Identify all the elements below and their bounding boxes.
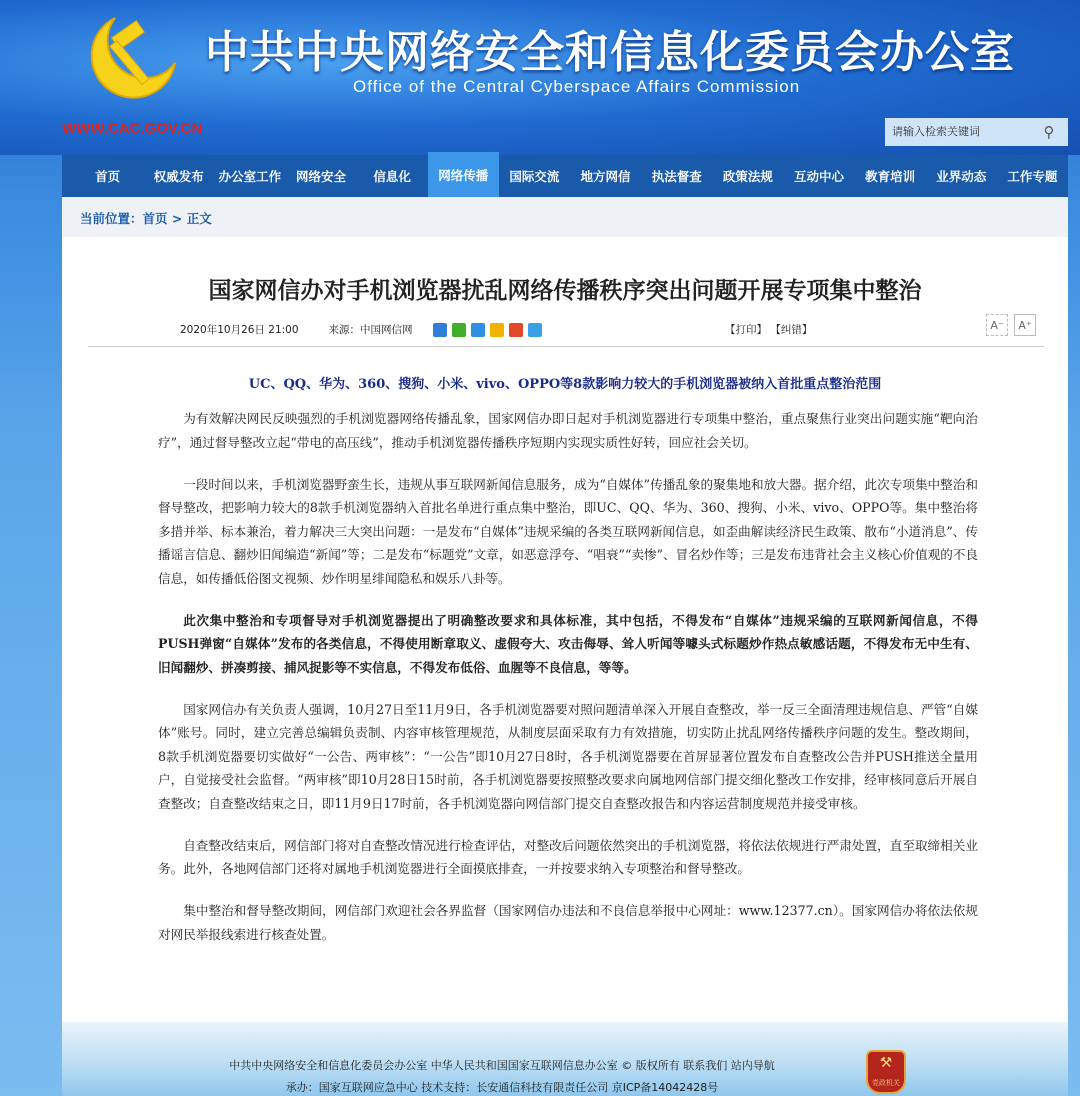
paragraph: 为有效解决网民反映强烈的手机浏览器网络传播乱象，国家网信办即日起对手机浏览器进行专项集中整治，重点聚焦行业突出问题实施“靶向治疗”，通过督导整改立起“带电的高压线”，推动手机浏览器传播秩序短期内实现实质性好转，回应社会关切。 bbox=[158, 411, 978, 450]
share-more-icon[interactable] bbox=[433, 323, 447, 337]
nav-item-communication[interactable]: 网络传播 bbox=[428, 152, 499, 197]
party-gov-badge-icon: ⚒ bbox=[879, 1055, 893, 1071]
source-label: 来源： bbox=[328, 324, 361, 336]
article-body bbox=[158, 407, 978, 965]
nav-item-education[interactable]: 教育培训 bbox=[865, 169, 916, 184]
breadcrumb-current: 正文 bbox=[186, 211, 212, 226]
nav-item-international[interactable]: 国际交流 bbox=[509, 169, 560, 184]
nav-item-local[interactable]: 地方网信 bbox=[580, 169, 631, 184]
divider bbox=[88, 346, 1044, 347]
nav-item-topics[interactable]: 工作专题 bbox=[1007, 169, 1058, 184]
print-link[interactable]: 【打印】 bbox=[725, 324, 767, 336]
article bbox=[62, 237, 1068, 1022]
nav-item-policy[interactable]: 政策法规 bbox=[722, 169, 773, 184]
paragraph: 自查整改结束后，网信部门将对自查整改情况进行检查评估，对整改后问题依然突出的手机浏览器，将依法依规进行严肃处置，直至取缔相关业务。此外，各地网信部门还将对属地手机浏览器进行全面摸底排查，一并按要求纳入专项整治和督导整改。 bbox=[158, 837, 978, 876]
source: 中国网信网 bbox=[360, 324, 413, 336]
nav-item-office[interactable]: 办公室工作 bbox=[218, 169, 282, 184]
paragraph: 此次集中整治和专项督导对手机浏览器提出了明确整改要求和具体标准，其中包括，不得发布“自媒体”违规采编的互联网新闻信息，不得PUSH弹窗“自媒体”发布的各类信息，不得使用断章取义、虚假夸大、攻击侮辱、耸人听闻等噱头式标题炒作热点敏感话题，不得发布无中生有、旧闻翻炒、拼凑剪接、捕风捉影等不实信息，不得发布低俗、血腥等不良信息，等等。 bbox=[158, 612, 978, 675]
nav-item-home[interactable]: 首页 bbox=[95, 169, 121, 184]
publish-date: 2020年10月26日 21:00 bbox=[180, 324, 299, 336]
search-box bbox=[885, 118, 1068, 146]
breadcrumb-label: 当前位置： bbox=[80, 211, 143, 226]
footer-line-2: 承办：国家互联网应急中心 技术支持：长安通信科技有限责任公司 京ICP备14042428号 bbox=[285, 1081, 719, 1094]
article-subtitle: UC、QQ、华为、360、搜狗、小米、vivo、OPPO等8款影响力较大的手机浏览器被纳入首批重点整治范围 bbox=[248, 377, 882, 392]
share-buttons bbox=[433, 323, 542, 337]
share-n-icon[interactable] bbox=[471, 323, 485, 337]
article-title: 国家网信办对手机浏览器扰乱网络传播秩序突出问题开展专项集中整治 bbox=[208, 278, 922, 304]
site-header bbox=[0, 0, 1080, 155]
paragraph: 集中整治和督导整改期间，网信部门欢迎社会各界监督（国家网信办违法和不良信息举报中心网址：www.12377.cn）。国家网信办将依法依规对网民举报线索进行核查处置。 bbox=[158, 903, 978, 942]
party-gov-badge[interactable] bbox=[866, 1050, 906, 1094]
share-p-icon[interactable] bbox=[528, 323, 542, 337]
party-emblem-icon bbox=[85, 8, 185, 103]
breadcrumb-separator: > bbox=[167, 211, 187, 226]
breadcrumb bbox=[62, 197, 1068, 237]
article-meta bbox=[180, 318, 1040, 337]
search-input[interactable] bbox=[885, 126, 1035, 138]
site-title-en: Office of the Central Cyberspace Affairs Commission bbox=[353, 77, 801, 96]
party-gov-badge-label: 党政机关 bbox=[872, 1079, 900, 1087]
wechat-icon[interactable] bbox=[452, 323, 466, 337]
footer-line-1: 中共中央网络安全和信息化委员会办公室 中华人民共和国国家互联网信息办公室 © 版权所有 联系我们 站内导航 bbox=[229, 1059, 775, 1072]
paragraph: 国家网信办有关负责人强调，10月27日至11月9日，各手机浏览器要对照问题清单深入开展自查整改，举一反三全面清理违规信息、严管“自媒体”账号。同时，建立完善总编辑负责制、内容审核管理规范，从制度层面采取有力有效措施，切实防止扰乱网络传播秩序问题的发生。整改期间，8款手机浏览器要切实做好“一公告、两审核”：“一公告”即10月27日8时，各手机浏览器要在首屏显著位置发布自查整改公告并PUSH推送全量用户，自觉接受社会监督。“两审核”即10月28日15时前，各手机浏览器要按照整改要求向属地网信部门提交细化整改工作安排，经审核同意后开展自查整改；自查整改结束之日，即11月9日17时前，各手机浏览器向网信部门提交自查整改报告和内容运营制度规范并接受审核。 bbox=[158, 701, 978, 811]
weibo-icon[interactable] bbox=[509, 323, 523, 337]
site-url[interactable]: WWW.CAC.GOV.CN bbox=[62, 120, 203, 137]
search-icon[interactable]: ⚲ bbox=[1043, 123, 1055, 141]
site-title: 中共中央网络安全和信息化委员会办公室 bbox=[205, 27, 1015, 78]
font-larger-button[interactable]: A⁺ bbox=[1014, 314, 1036, 336]
nav-item-security[interactable]: 网络安全 bbox=[295, 169, 346, 184]
breadcrumb-home[interactable]: 首页 bbox=[142, 211, 168, 226]
paragraph: 一段时间以来，手机浏览器野蛮生长，违规从事互联网新闻信息服务，成为“自媒体”传播乱象的聚集地和放大器。据介绍，此次专项集中整治和督导整改，把影响力较大的8款手机浏览器纳入首批名单进行重点集中整治，即UC、QQ、华为、360、搜狗、小米、vivo、OPPO等。集中整治将多措并举、标本兼治，着力解决三大突出问题：一是发布“自媒体”违规采编的各类互联网新闻信息，如歪曲解读经济民生政策、散布“小道消息”、传播谣言信息、翻炒旧闻编造“新闻”等；二是发布“标题党”文章，如恶意浮夸、“唱衰”“卖惨”、冒名炒作等；三是发布违背社会主义核心价值观的不良信息，如传播低俗图文视频、炒作明星绯闻隐私和娱乐八卦等。 bbox=[158, 476, 978, 586]
nav-item-industry[interactable]: 业界动态 bbox=[936, 169, 987, 184]
correction-link[interactable]: 【纠错】 bbox=[770, 324, 813, 336]
qzone-icon[interactable] bbox=[490, 323, 504, 337]
nav-item-interaction[interactable]: 互动中心 bbox=[793, 169, 844, 184]
font-smaller-button[interactable]: A⁻ bbox=[986, 314, 1008, 336]
nav-item-enforcement[interactable]: 执法督查 bbox=[651, 169, 702, 184]
nav-item-authority[interactable]: 权威发布 bbox=[153, 169, 204, 184]
site-footer bbox=[62, 1022, 1068, 1096]
main-nav bbox=[62, 155, 1068, 197]
nav-item-informatization[interactable]: 信息化 bbox=[373, 169, 411, 184]
